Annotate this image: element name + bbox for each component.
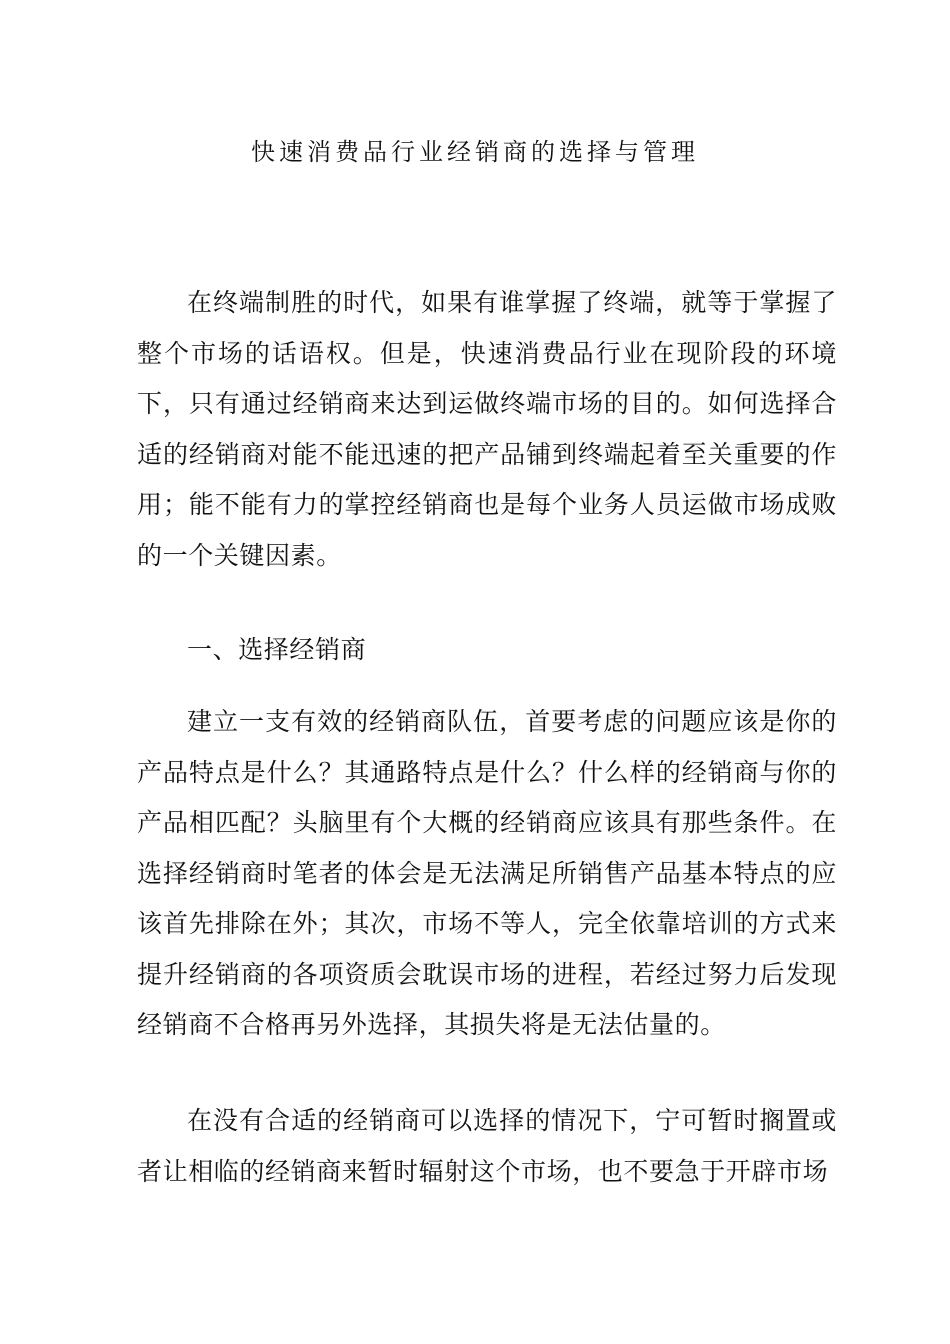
paragraph-intro: 在终端制胜的时代，如果有谁掌握了终端，就等于掌握了整个市场的话语权。但是，快速消费品行业在现阶段的环境下，只有通过经销商来达到运做终端市场的目的。如何选择合适的经销商对能不能迅速的把产品铺到终端起着至关重要的作用；能不能有力的掌控经销商也是每个业务人员运做市场成败的一个关键因素。 bbox=[137, 288, 837, 570]
document-title: 快速消费品行业经销商的选择与管理 bbox=[251, 138, 699, 166]
paragraph-no-suitable-distributor: 在没有合适的经销商可以选择的情况下，宁可暂时搁置或者让相临的经销商来暂时辐射这个市场，也不要急于开辟市场 bbox=[137, 1106, 837, 1186]
section-heading-select-distributor: 一、选择经销商 bbox=[187, 635, 367, 664]
paragraph-build-team: 建立一支有效的经销商队伍，首要考虑的问题应该是你的产品特点是什么？其通路特点是什么？什么样的经销商与你的产品相匹配？头脑里有个大概的经销商应该具有那些条件。在选择经销商时笔者的体会是无法满足所销售产品基本特点的应该首先排除在外；其次，市场不等人，完全依靠培训的方式来提升经销商的各项资质会耽误市场的进程，若经过努力后发现经销商不合格再另外选择，其损失将是无法估量的。 bbox=[137, 707, 837, 1039]
